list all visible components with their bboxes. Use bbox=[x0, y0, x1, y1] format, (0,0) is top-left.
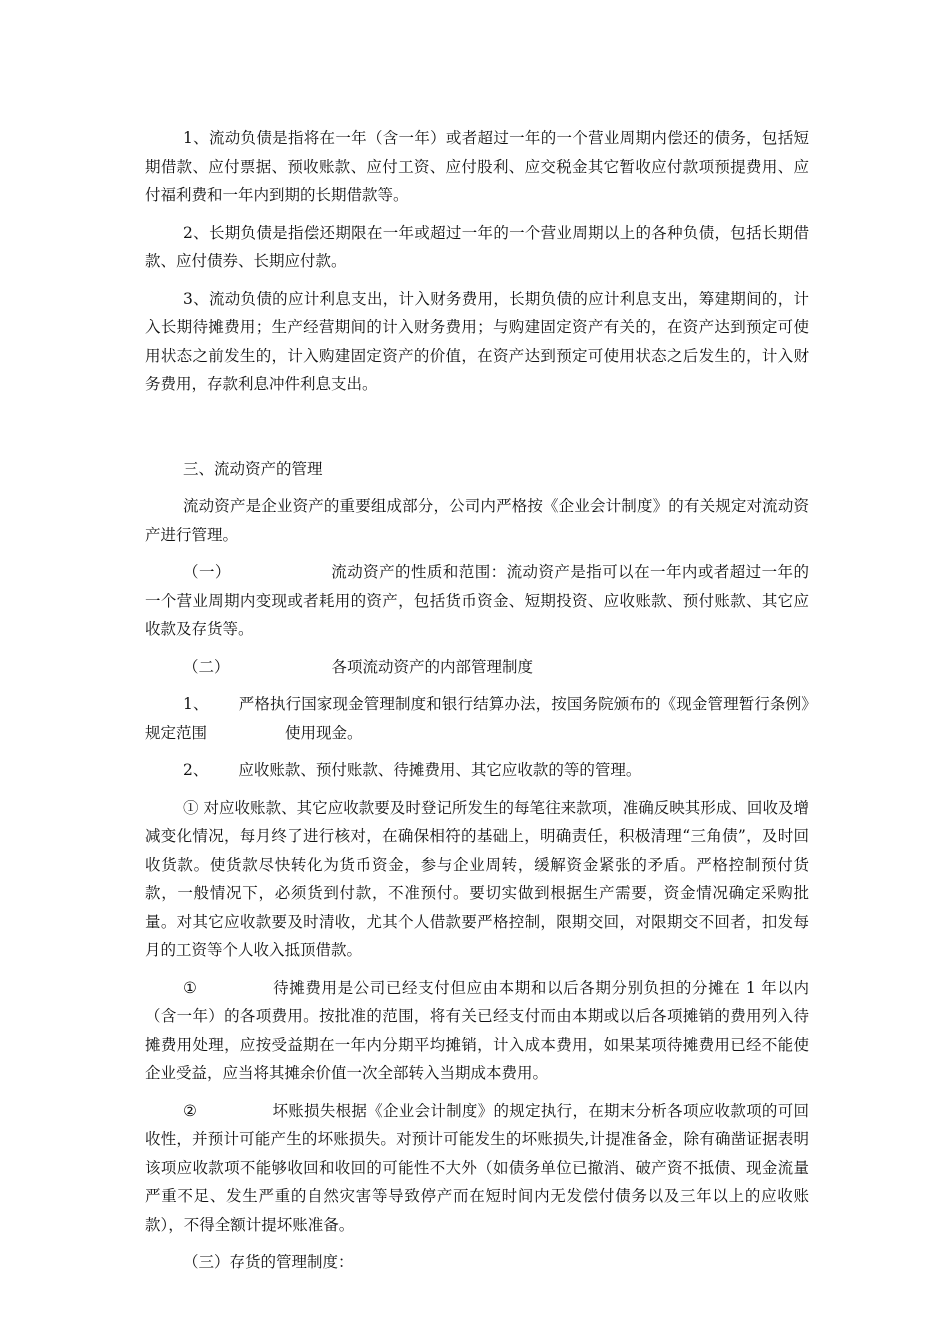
paragraph-current-assets-intro: 流动资产是企业资产的重要组成部分，公司内严格按《企业会计制度》的有关规定对流动资产进行管理。 bbox=[145, 497, 809, 544]
paragraph-receivables-detail: ① 对应收账款、其它应收款要及时登记所发生的每笔往来款项，准确反映其形成、回收及增减变化情况，每月终了进行核对，在确保相符的基础上，明确责任，积极清理“三角债”，及时回收货款。使货款尽快转化为货币资金，参与企业周转，缓解资金紧张的矛盾。严格控制预付货款，一般情况下，必须货到付款，不准预付。要切实做到根据生产需要，资金情况确定采购批量。对其它应收款要及时清收，尤其个人借款要严格控制，限期交回，对限期交不回者，扣发每月的工资等个人收入抵顶借款。 bbox=[145, 798, 809, 959]
paragraph-internal-management bbox=[145, 653, 809, 682]
item-text: 使用现金。 bbox=[285, 723, 363, 742]
paragraph-long-term-liabilities: 2、长期负债是指偿还期限在一年或超过一年的一个营业周期以上的各种负债，包括长期借款、应付债券、长期应付款。 bbox=[145, 223, 809, 270]
paragraph-prepaid-expenses bbox=[145, 974, 809, 1088]
paragraph-inventory-title: （三）存货的管理制度： bbox=[183, 1253, 354, 1271]
item-label: ② bbox=[183, 1101, 198, 1120]
item-text: 严格执行国家现金管理制度和银行结算办法，按国务院颁布的《现金管理暂行条例》规定范围 bbox=[145, 695, 809, 742]
item-label: （一） bbox=[183, 563, 231, 581]
section-title-current-assets: 三、流动资产的管理 bbox=[183, 459, 323, 478]
paragraph-receivables-management bbox=[145, 756, 809, 785]
item-label: 2、 bbox=[183, 761, 209, 779]
item-text: 坏账损失根据《企业会计制度》的规定执行，在期末分析各项应收款项的可回收性，并预计可能产生的坏账损失。对预计可能发生的坏账损失,计提准备金，除有确凿证据表明该项应收款项不能够收回和收回的可能性不大外（如债务单位已撤消、破产资不抵债、现金流量严重不足、发生严重的自然灾害等导致停产而在短时间内无发偿付债务以及三年以上的应收账款），不得全额计提坏账准备。 bbox=[145, 1101, 809, 1234]
item-text: 应收账款、预付账款、待摊费用、其它应收款的等的管理。 bbox=[238, 761, 642, 779]
item-label: （二） bbox=[183, 657, 230, 676]
paragraph-cash-management bbox=[145, 690, 809, 747]
item-text: 各项流动资产的内部管理制度 bbox=[331, 657, 534, 676]
document-page bbox=[145, 124, 809, 1277]
item-label: ① bbox=[183, 978, 198, 997]
item-text: 待摊费用是公司已经支付但应由本期和以后各期分别负担的分摊在 1 年以内（含一年）的各项费用。按批准的范围，将有关已经支付而由本期或以后各项摊销的费用列入待摊费用处理，应按受益期在一年内分期平均摊销，计入成本费用，如果某项待摊费用已经不能使企业受益，应当将其摊余价值一次全部转入当期成本费用。 bbox=[145, 978, 809, 1082]
paragraph-bad-debts bbox=[145, 1097, 809, 1240]
paragraph-interest-expense: 3、流动负债的应计利息支出，计入财务费用，长期负债的应计利息支出，筹建期间的，计入长期待摊费用；生产经营期间的计入财务费用；与购建固定资产有关的，在资产达到预定可使用状态之前发生的，计入购建固定资产的价值，在资产达到预定可使用状态之后发生的，计入财务费用，存款利息冲件利息支出。 bbox=[145, 289, 809, 393]
paragraph-current-liabilities: 1、流动负债是指将在一年（含一年）或者超过一年的一个营业周期内偿还的债务，包括短期借款、应付票据、预收账款、应付工资、应付股利、应交税金其它暂收应付款项预提费用、应付福利费和一年内到期的长期借款等。 bbox=[145, 129, 809, 204]
item-label: 1、 bbox=[183, 695, 209, 713]
item-text: 流动资产的性质和范围：流动资产是指可以在一年内或者超过一年的一个营业周期内变现或者耗用的资产，包括货币资金、短期投资、应收账款、预付账款、其它应收款及存货等。 bbox=[145, 563, 809, 638]
paragraph-nature-scope bbox=[145, 558, 809, 644]
